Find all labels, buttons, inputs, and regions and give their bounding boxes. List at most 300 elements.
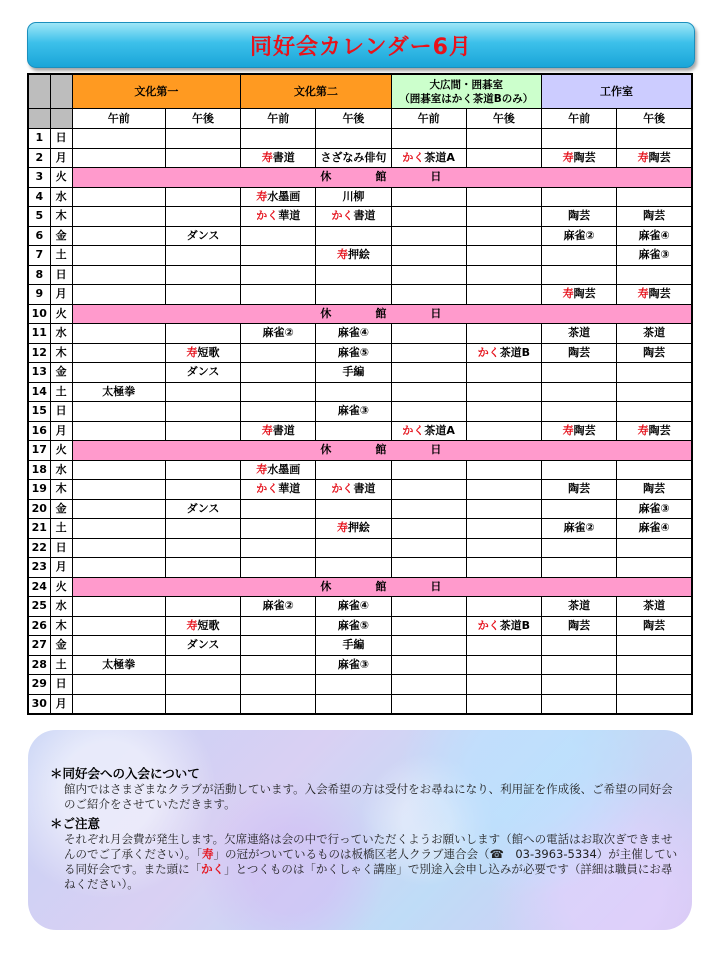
activity-cell [391, 499, 466, 519]
activity-cell [466, 148, 541, 168]
day-number: 2 [28, 148, 50, 168]
weekday: 火 [50, 441, 72, 461]
day-number: 11 [28, 324, 50, 344]
activity-prefix: かく [402, 150, 425, 164]
activity-cell [542, 421, 617, 441]
activity-cell [72, 363, 165, 383]
day-number: 10 [28, 304, 50, 324]
calendar-row [28, 246, 692, 266]
activity-cell [72, 460, 165, 480]
day-number: 8 [28, 265, 50, 285]
closed-day-cell [72, 577, 692, 597]
club-calendar-table [27, 73, 693, 715]
calendar-row [28, 343, 692, 363]
closed-label-char: 館 [375, 579, 389, 593]
activity-cell [165, 207, 240, 227]
closed-label-char: 館 [375, 443, 389, 457]
activity-cell [466, 538, 541, 558]
day-number: 4 [28, 187, 50, 207]
activity-prefix: 寿 [186, 345, 198, 359]
note-kaku: かく [201, 862, 225, 876]
activity-cell [316, 538, 391, 558]
activity-cell: 麻雀④ [617, 519, 692, 539]
activity-cell [391, 655, 466, 675]
weekday: 月 [50, 285, 72, 305]
note-heading: ＊ご注意 [50, 816, 101, 831]
activity-name: 短歌 [197, 618, 220, 632]
activity-cell [165, 246, 240, 266]
slot-header: 午前 [542, 109, 617, 129]
activity-cell [241, 226, 316, 246]
activity-cell: 麻雀③ [617, 499, 692, 519]
day-number: 20 [28, 499, 50, 519]
activity-cell [617, 694, 692, 714]
activity-cell: 陶芸 [617, 480, 692, 500]
activity-cell [241, 265, 316, 285]
calendar-row [28, 577, 692, 597]
day-number: 21 [28, 519, 50, 539]
activity-cell [241, 148, 316, 168]
note-text-3: 」とつくものは「かくしゃく講座」で別途入会申し込みが必要です（詳細は職員にお尋ねください）。 [64, 862, 673, 891]
activity-cell [72, 246, 165, 266]
activity-cell [617, 265, 692, 285]
calendar-row [28, 207, 692, 227]
activity-prefix: 寿 [637, 423, 649, 437]
activity-cell [72, 597, 165, 617]
activity-cell [542, 636, 617, 656]
activity-cell [165, 538, 240, 558]
activity-cell [542, 246, 617, 266]
activity-cell [466, 675, 541, 695]
activity-cell: 太極拳 [72, 655, 165, 675]
activity-name: 陶芸 [573, 423, 596, 437]
activity-cell [391, 363, 466, 383]
activity-cell [617, 675, 692, 695]
closed-label-char: 日 [430, 579, 444, 593]
activity-cell [72, 402, 165, 422]
activity-cell: 麻雀② [241, 597, 316, 617]
closed-day-cell [72, 304, 692, 324]
weekday: 日 [50, 129, 72, 149]
activity-cell [391, 616, 466, 636]
activity-cell [316, 382, 391, 402]
activity-cell [466, 480, 541, 500]
activity-cell [466, 363, 541, 383]
activity-cell [617, 402, 692, 422]
slot-header-row [28, 109, 692, 129]
activity-cell [391, 460, 466, 480]
calendar-row [28, 304, 692, 324]
weekday: 火 [50, 304, 72, 324]
activity-cell: ダンス [165, 499, 240, 519]
activity-cell [617, 460, 692, 480]
activity-cell [316, 694, 391, 714]
activity-cell [165, 558, 240, 578]
activity-cell [316, 207, 391, 227]
activity-prefix: 寿 [336, 521, 348, 535]
day-number: 18 [28, 460, 50, 480]
activity-cell: 茶道 [542, 324, 617, 344]
activity-cell [72, 636, 165, 656]
calendar-row [28, 558, 692, 578]
activity-prefix: かく [331, 209, 354, 223]
activity-cell [72, 480, 165, 500]
activity-name: 陶芸 [648, 423, 671, 437]
activity-cell [241, 207, 316, 227]
activity-cell [165, 597, 240, 617]
weekday: 金 [50, 226, 72, 246]
activity-cell [241, 616, 316, 636]
closed-day-cell [72, 168, 692, 188]
activity-cell [165, 460, 240, 480]
activity-cell [466, 265, 541, 285]
activity-cell: 麻雀⑤ [316, 343, 391, 363]
activity-cell: 麻雀③ [617, 246, 692, 266]
calendar-row [28, 616, 692, 636]
activity-cell [316, 519, 391, 539]
weekday: 金 [50, 363, 72, 383]
activity-name: 水墨画 [267, 462, 301, 476]
closed-label-char: 館 [375, 306, 389, 320]
activity-cell [466, 246, 541, 266]
activity-cell [391, 558, 466, 578]
activity-cell [391, 636, 466, 656]
activity-cell [466, 616, 541, 636]
activity-prefix: かく [477, 618, 500, 632]
activity-cell [617, 421, 692, 441]
activity-cell [391, 675, 466, 695]
activity-prefix: 寿 [256, 462, 268, 476]
activity-cell [72, 207, 165, 227]
activity-name: 陶芸 [573, 150, 596, 164]
weekday: 土 [50, 519, 72, 539]
day-number: 24 [28, 577, 50, 597]
day-number: 16 [28, 421, 50, 441]
activity-cell [165, 616, 240, 636]
note-kotobuki: 寿 [202, 847, 214, 861]
activity-cell [466, 285, 541, 305]
day-number: 29 [28, 675, 50, 695]
activity-prefix: 寿 [562, 287, 574, 301]
activity-cell [72, 148, 165, 168]
activity-cell [241, 129, 316, 149]
activity-cell [165, 129, 240, 149]
activity-name: 書道 [272, 423, 295, 437]
join-body: 館内ではさまざまなクラブが活動しています。入会希望の方は受付をお尋ねになり、利用証を作成後、ご希望の同好会のご紹介をさせていただきます。 [64, 782, 673, 811]
activity-cell [316, 246, 391, 266]
calendar-row [28, 655, 692, 675]
activity-cell: 麻雀③ [316, 402, 391, 422]
activity-prefix: 寿 [637, 287, 649, 301]
activity-name: 華道 [278, 209, 301, 223]
activity-cell: 麻雀② [542, 519, 617, 539]
calendar-row [28, 441, 692, 461]
activity-cell [241, 460, 316, 480]
activity-cell [241, 480, 316, 500]
activity-cell [617, 636, 692, 656]
activity-cell: 茶道 [617, 324, 692, 344]
activity-name: 陶芸 [648, 287, 671, 301]
activity-name: 書道 [272, 150, 295, 164]
activity-cell [316, 421, 391, 441]
activity-cell [391, 265, 466, 285]
activity-cell: ダンス [165, 363, 240, 383]
day-number: 12 [28, 343, 50, 363]
day-number: 26 [28, 616, 50, 636]
activity-cell [466, 694, 541, 714]
activity-cell: 麻雀③ [316, 655, 391, 675]
activity-cell: 陶芸 [542, 480, 617, 500]
activity-name: 茶道A [424, 150, 455, 164]
weekday: 木 [50, 343, 72, 363]
slot-header: 午前 [241, 109, 316, 129]
calendar-row [28, 363, 692, 383]
activity-cell: 陶芸 [617, 207, 692, 227]
activity-cell [391, 207, 466, 227]
activity-cell [165, 655, 240, 675]
calendar-body [28, 129, 692, 715]
activity-cell: 陶芸 [617, 616, 692, 636]
activity-cell [165, 694, 240, 714]
activity-cell [72, 324, 165, 344]
calendar-row [28, 285, 692, 305]
weekday: 火 [50, 168, 72, 188]
calendar-row [28, 694, 692, 714]
activity-cell [617, 363, 692, 383]
activity-cell [165, 421, 240, 441]
calendar-row [28, 499, 692, 519]
activity-prefix: かく [256, 482, 279, 496]
activity-cell [72, 285, 165, 305]
activity-cell [466, 519, 541, 539]
day-number: 22 [28, 538, 50, 558]
activity-cell [466, 226, 541, 246]
activity-cell [542, 460, 617, 480]
calendar-row [28, 538, 692, 558]
calendar-row [28, 148, 692, 168]
weekday: 日 [50, 402, 72, 422]
activity-cell [391, 597, 466, 617]
activity-cell: ダンス [165, 636, 240, 656]
activity-cell [241, 538, 316, 558]
activity-cell: 麻雀④ [316, 597, 391, 617]
closed-label-char: 日 [430, 170, 444, 184]
closed-label-char: 日 [430, 443, 444, 457]
activity-prefix: 寿 [336, 248, 348, 262]
calendar-row [28, 460, 692, 480]
activity-prefix: 寿 [186, 618, 198, 632]
activity-name: 茶道B [499, 345, 531, 359]
header-stub [28, 109, 50, 129]
activity-cell [542, 558, 617, 578]
day-number: 5 [28, 207, 50, 227]
activity-cell [241, 402, 316, 422]
calendar-row [28, 519, 692, 539]
activity-cell [466, 129, 541, 149]
activity-cell [391, 480, 466, 500]
activity-cell [241, 285, 316, 305]
activity-cell: 麻雀② [542, 226, 617, 246]
slot-header: 午前 [72, 109, 165, 129]
closed-label-char: 休 [320, 443, 334, 457]
note-text-1: それぞれ月会費が発生します。欠席連絡は会の中で行っていただくようお願いします（館への電話はお取次ぎできませんのでご了承ください）。「 [64, 832, 673, 861]
room-header-row [28, 74, 692, 109]
activity-cell [542, 148, 617, 168]
activity-cell [165, 343, 240, 363]
activity-cell [165, 519, 240, 539]
activity-cell [391, 343, 466, 363]
activity-prefix: かく [331, 482, 354, 496]
activity-cell [466, 558, 541, 578]
activity-cell [165, 324, 240, 344]
activity-name: 書道 [353, 209, 376, 223]
day-number: 23 [28, 558, 50, 578]
weekday: 月 [50, 148, 72, 168]
weekday: 木 [50, 480, 72, 500]
activity-cell [316, 558, 391, 578]
info-box [28, 730, 692, 930]
activity-cell [391, 285, 466, 305]
activity-cell: 麻雀④ [617, 226, 692, 246]
header-stub [50, 109, 72, 129]
day-number: 13 [28, 363, 50, 383]
activity-cell [466, 343, 541, 363]
activity-cell [542, 187, 617, 207]
activity-cell: 川柳 [316, 187, 391, 207]
activity-cell [316, 480, 391, 500]
activity-cell [165, 148, 240, 168]
weekday: 月 [50, 558, 72, 578]
activity-cell [617, 538, 692, 558]
activity-cell [466, 597, 541, 617]
weekday: 日 [50, 675, 72, 695]
note-text-2: 」の冠がついているものは板橋区老人クラブ連合会（☎ 03-3963-5334）が主催している同好会です。また頭に「 [64, 847, 678, 876]
activity-cell: 陶芸 [542, 343, 617, 363]
weekday: 木 [50, 616, 72, 636]
weekday: 水 [50, 460, 72, 480]
day-number: 14 [28, 382, 50, 402]
activity-cell [542, 265, 617, 285]
activity-cell [241, 343, 316, 363]
activity-cell [617, 558, 692, 578]
activity-cell [391, 421, 466, 441]
calendar-row [28, 324, 692, 344]
activity-cell [466, 460, 541, 480]
activity-name: 書道 [353, 482, 376, 496]
closed-day-cell [72, 441, 692, 461]
activity-cell [617, 382, 692, 402]
calendar-row [28, 636, 692, 656]
title-banner [27, 22, 695, 68]
activity-cell [241, 636, 316, 656]
day-number: 17 [28, 441, 50, 461]
activity-cell: ダンス [165, 226, 240, 246]
activity-cell [72, 421, 165, 441]
activity-cell [241, 187, 316, 207]
activity-cell [466, 187, 541, 207]
activity-cell [617, 285, 692, 305]
info-content [50, 766, 680, 896]
activity-cell [241, 363, 316, 383]
activity-cell [165, 480, 240, 500]
activity-cell [391, 402, 466, 422]
activity-cell [542, 382, 617, 402]
activity-cell [391, 382, 466, 402]
weekday: 水 [50, 187, 72, 207]
room-header-bunka1: 文化第一 [72, 74, 240, 109]
activity-cell [241, 246, 316, 266]
calendar-row [28, 226, 692, 246]
header-stub [28, 74, 50, 109]
activity-cell [241, 675, 316, 695]
activity-cell [391, 324, 466, 344]
calendar-row [28, 168, 692, 188]
calendar-row [28, 597, 692, 617]
activity-name: 陶芸 [573, 287, 596, 301]
weekday: 金 [50, 499, 72, 519]
day-number: 15 [28, 402, 50, 422]
calendar-row [28, 187, 692, 207]
activity-cell [391, 129, 466, 149]
activity-name: 茶道A [424, 423, 455, 437]
activity-prefix: 寿 [256, 189, 268, 203]
activity-cell [466, 636, 541, 656]
activity-cell [72, 187, 165, 207]
activity-prefix: かく [402, 423, 425, 437]
day-number: 19 [28, 480, 50, 500]
calendar-row [28, 129, 692, 149]
closed-label-char: 日 [430, 306, 444, 320]
activity-cell [391, 694, 466, 714]
activity-prefix: かく [256, 209, 279, 223]
day-number: 1 [28, 129, 50, 149]
activity-cell [542, 285, 617, 305]
activity-cell [542, 402, 617, 422]
activity-prefix: 寿 [562, 150, 574, 164]
day-number: 28 [28, 655, 50, 675]
calendar-row [28, 421, 692, 441]
activity-cell: 陶芸 [542, 616, 617, 636]
activity-cell [316, 460, 391, 480]
calendar-row [28, 265, 692, 285]
calendar-row [28, 402, 692, 422]
activity-cell [542, 655, 617, 675]
activity-cell [466, 421, 541, 441]
activity-name: 華道 [278, 482, 301, 496]
activity-cell: 茶道 [617, 597, 692, 617]
join-heading: ＊同好会への入会について [50, 766, 200, 781]
day-number: 30 [28, 694, 50, 714]
slot-header: 午前 [391, 109, 466, 129]
activity-cell [72, 499, 165, 519]
activity-cell [165, 285, 240, 305]
activity-cell [165, 382, 240, 402]
activity-cell [241, 382, 316, 402]
room-header-oohiroma-label: 大広間・囲碁室 （囲碁室はかく茶道Bのみ） [399, 78, 534, 105]
activity-cell [165, 675, 240, 695]
activity-cell [72, 694, 165, 714]
activity-cell: 麻雀② [241, 324, 316, 344]
activity-cell [542, 129, 617, 149]
slot-header: 午後 [165, 109, 240, 129]
activity-cell [617, 148, 692, 168]
weekday: 日 [50, 538, 72, 558]
activity-cell [72, 129, 165, 149]
activity-cell [241, 655, 316, 675]
activity-cell [617, 655, 692, 675]
closed-label-char: 休 [320, 579, 334, 593]
day-number: 25 [28, 597, 50, 617]
